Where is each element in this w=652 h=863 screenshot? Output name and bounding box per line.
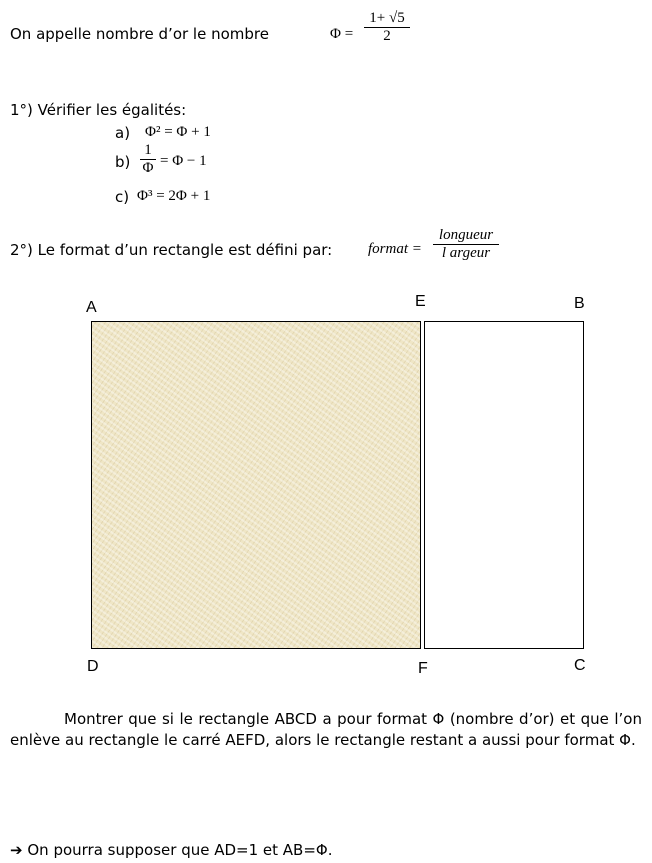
item-b-label: b) bbox=[115, 153, 131, 171]
item-c-formula: Φ³ = 2Φ + 1 bbox=[137, 188, 211, 204]
vertex-a-label: A bbox=[86, 299, 97, 316]
item-b-fraction bbox=[140, 142, 156, 177]
vertex-f-label: F bbox=[418, 660, 428, 677]
format-fraction bbox=[433, 227, 499, 262]
golden-ratio-numerator: 1+ √5 bbox=[369, 10, 405, 26]
item-a-label: a) bbox=[115, 124, 131, 142]
item-c-label: c) bbox=[115, 188, 130, 206]
phi-symbol: Φ = bbox=[330, 26, 354, 42]
vertex-d-label: D bbox=[87, 658, 99, 675]
intro-text: On appelle nombre d’or le nombre bbox=[10, 25, 269, 43]
item-a-formula: Φ² = Φ + 1 bbox=[145, 124, 211, 140]
hint-text: On pourra supposer que AD=1 et AB=Φ. bbox=[27, 841, 333, 859]
golden-ratio-denominator: 2 bbox=[383, 28, 391, 44]
square-aefd bbox=[91, 321, 421, 649]
vertex-e-label: E bbox=[415, 293, 426, 310]
item-b-rhs: = Φ − 1 bbox=[160, 153, 207, 169]
remaining-rectangle-ebcf bbox=[424, 321, 584, 649]
vertex-c-label: C bbox=[574, 657, 586, 674]
question-1-title: 1°) Vérifier les égalités: bbox=[10, 101, 187, 119]
arrow-icon: ➔ bbox=[10, 841, 23, 859]
format-numerator: longueur bbox=[438, 227, 494, 243]
golden-ratio-fraction bbox=[364, 10, 410, 45]
hint-line bbox=[10, 841, 333, 859]
vertex-b-label: B bbox=[574, 295, 585, 312]
item-b-numerator: 1 bbox=[144, 142, 152, 158]
format-lhs: format = bbox=[368, 241, 422, 257]
exercise-paragraph: Montrer que si le rectangle ABCD a pour format Φ (nombre d’or) et que l’on enlève au rectangle le carré AEFD, alors le rectangle restant a aussi pour format Φ. bbox=[10, 710, 642, 749]
item-b-denominator: Φ bbox=[142, 160, 154, 176]
format-denominator: l argeur bbox=[441, 245, 491, 261]
question-2-title: 2°) Le format d’un rectangle est défini par: bbox=[10, 241, 333, 259]
